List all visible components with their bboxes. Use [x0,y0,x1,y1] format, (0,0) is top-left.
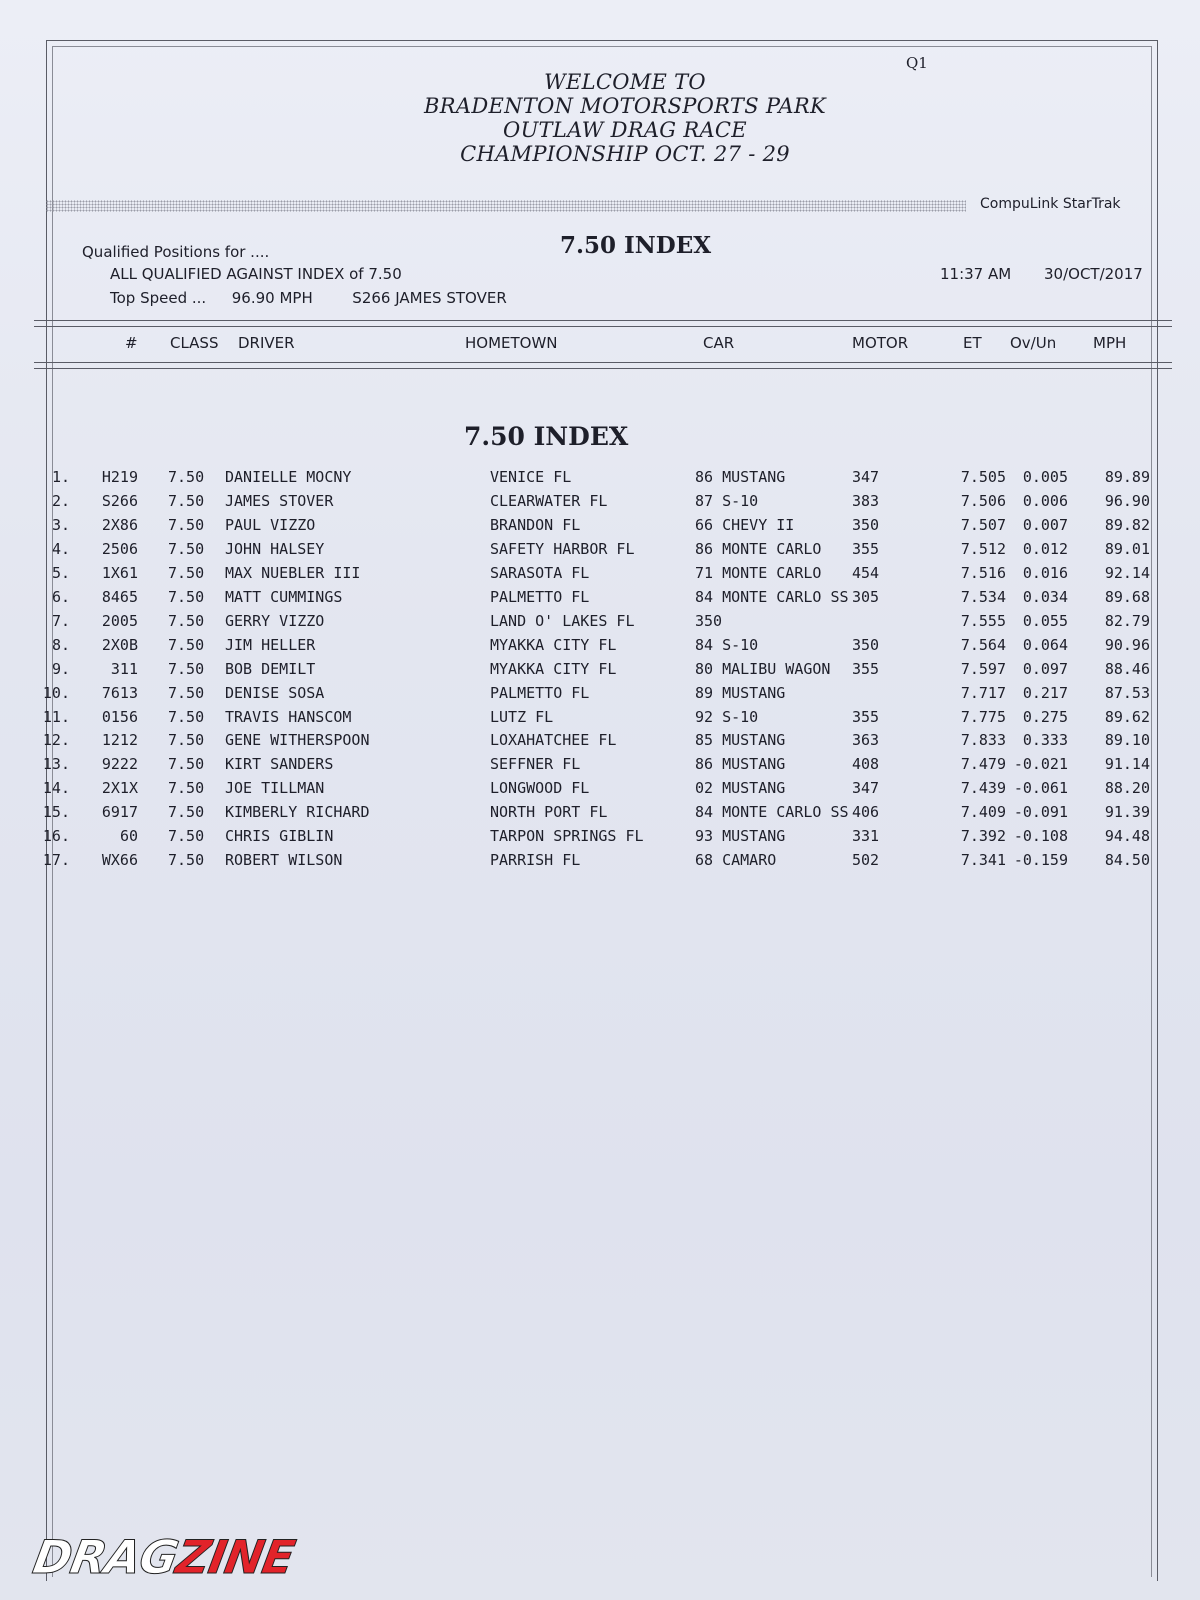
driver-name: JIM HELLER [225,635,316,654]
motor-size: 355 [852,539,880,558]
hometown: SEFFNER FL [490,755,581,774]
over-under: 0.275 [1022,707,1068,726]
driver-name: JAMES STOVER [225,491,334,510]
car-model: 86 MUSTANG [695,755,786,774]
table-row [0,636,1200,658]
over-under: 0.333 [1022,731,1068,750]
hometown: BRANDON FL [490,515,581,534]
position-number: 7. [51,611,70,630]
position-number: 16. [42,827,70,846]
table-row [0,851,1200,873]
logo-part-drag: DRAG [29,1530,182,1584]
car-number: 9222 [101,755,138,774]
qualifying-session-label: Q1 [906,54,928,72]
over-under: 0.097 [1022,659,1068,678]
col-header-et: ET [963,334,982,352]
col-header-ovun: Ov/Un [1010,334,1057,352]
over-under: 0.217 [1022,683,1068,702]
position-number: 11. [42,707,70,726]
driver-name: JOE TILLMAN [225,779,325,798]
col-header-car: CAR [703,334,735,352]
hometown: SAFETY HARBOR FL [490,539,635,558]
class-index: 7.50 [168,515,205,534]
car-model: 80 MALIBU WAGON [695,659,831,678]
speed-mph: 90.96 [1104,635,1150,654]
car-model: 84 MONTE CARLO SS [695,587,849,606]
driver-name: ROBERT WILSON [225,851,343,870]
class-index: 7.50 [168,563,205,582]
car-number: 7613 [101,683,138,702]
elapsed-time: 7.555 [960,611,1006,630]
over-under: 0.005 [1022,468,1068,486]
col-header-driver: DRIVER [238,334,295,352]
class-index: 7.50 [168,587,205,606]
elapsed-time: 7.833 [960,731,1006,750]
hometown: PALMETTO FL [490,683,590,702]
over-under: 0.012 [1022,539,1068,558]
hometown: SARASOTA FL [490,563,590,582]
table-row [0,755,1200,777]
elapsed-time: 7.534 [960,587,1006,606]
class-index: 7.50 [168,851,205,870]
car-number: S266 [101,491,138,510]
dragzine-logo [29,1530,298,1584]
table-row [0,540,1200,562]
hometown: MYAKKA CITY FL [490,659,617,678]
table-row [0,731,1200,753]
speed-mph: 89.68 [1104,587,1150,606]
over-under: -0.108 [1013,827,1068,846]
position-number: 8. [51,635,70,654]
speed-mph: 84.50 [1104,851,1150,870]
driver-name: GERRY VIZZO [225,611,325,630]
software-label: CompuLink StarTrak [980,196,1121,212]
elapsed-time: 7.392 [960,827,1006,846]
position-number: 13. [42,755,70,774]
car-model: 85 MUSTANG [695,731,786,750]
header-rule-bottom [34,362,1172,363]
driver-name: MATT CUMMINGS [225,587,343,606]
car-number: 2506 [101,539,138,558]
driver-name: PAUL VIZZO [225,515,316,534]
motor-size: 363 [852,731,880,750]
welcome-line: OUTLAW DRAG RACE [503,118,747,142]
speed-mph: 88.46 [1104,659,1150,678]
over-under: 0.064 [1022,635,1068,654]
position-number: 12. [42,731,70,750]
top-speed-label: Top Speed ... [110,289,207,307]
speed-mph: 92.14 [1104,563,1150,582]
car-number: 1X61 [101,563,138,582]
table-row [0,468,1200,490]
table-row [0,779,1200,801]
hometown: NORTH PORT FL [490,803,608,822]
header-rule-top-2 [34,326,1172,327]
hometown: PALMETTO FL [490,587,590,606]
driver-name: DENISE SOSA [225,683,325,702]
position-number: 17. [42,851,70,870]
motor-size: 347 [852,468,880,486]
hometown: CLEARWATER FL [490,491,608,510]
elapsed-time: 7.597 [960,659,1006,678]
hometown: LOXAHATCHEE FL [490,731,617,750]
logo-part-zine: ZINE [172,1530,299,1584]
car-model: 93 MUSTANG [695,827,786,846]
motor-size: 408 [852,755,880,774]
position-number: 14. [42,779,70,798]
car-number: 2X0B [101,635,138,654]
motor-size: 502 [852,851,880,870]
motor-size: 305 [852,587,880,606]
over-under: 0.055 [1022,611,1068,630]
class-index: 7.50 [168,611,205,630]
col-header-mph: MPH [1093,334,1127,352]
welcome-heading [380,70,870,166]
car-model: 84 S-10 [695,635,759,654]
elapsed-time: 7.439 [960,779,1006,798]
table-row [0,612,1200,634]
header-rule-top [34,320,1172,321]
position-number: 1. [51,468,70,486]
class-index: 7.50 [168,539,205,558]
motor-size: 454 [852,563,880,582]
motor-size: 355 [852,659,880,678]
elapsed-time: 7.775 [960,707,1006,726]
position-number: 9. [51,659,70,678]
over-under: 0.016 [1022,563,1068,582]
top-speed-value: 96.90 MPH [231,289,313,307]
top-speed-line [110,289,507,307]
car-number: 2005 [101,611,138,630]
car-model: 68 CAMARO [695,851,777,870]
elapsed-time: 7.564 [960,635,1006,654]
elapsed-time: 7.479 [960,755,1006,774]
position-number: 6. [51,587,70,606]
qualified-against: ALL QUALIFIED AGAINST INDEX of 7.50 [110,265,402,283]
dotted-separator [46,200,966,212]
car-number: 6917 [101,803,138,822]
car-model: 86 MUSTANG [695,468,786,486]
position-number: 10. [42,683,70,702]
col-header-motor: MOTOR [852,334,909,352]
over-under: -0.091 [1013,803,1068,822]
speed-mph: 82.79 [1104,611,1150,630]
over-under: 0.006 [1022,491,1068,510]
position-number: 2. [51,491,70,510]
position-number: 3. [51,515,70,534]
hometown: LUTZ FL [490,707,554,726]
driver-name: KIRT SANDERS [225,755,334,774]
speed-mph: 88.20 [1104,779,1150,798]
car-model: 66 CHEVY II [695,515,795,534]
speed-mph: 89.89 [1104,468,1150,486]
print-time: 11:37 AM [940,265,1012,283]
speed-mph: 89.10 [1104,731,1150,750]
motor-size: 350 [852,515,880,534]
table-row [0,588,1200,610]
class-index: 7.50 [168,827,205,846]
elapsed-time: 7.507 [960,515,1006,534]
elapsed-time: 7.512 [960,539,1006,558]
class-index: 7.50 [168,659,205,678]
car-model: 86 MONTE CARLO [695,539,822,558]
welcome-line: BRADENTON MOTORSPORTS PARK [424,94,826,118]
over-under: -0.061 [1013,779,1068,798]
driver-name: GENE WITHERSPOON [225,731,370,750]
index-title: 7.50 INDEX [560,232,712,259]
car-number: H219 [101,468,138,486]
hometown: PARRISH FL [490,851,581,870]
class-index: 7.50 [168,683,205,702]
speed-mph: 89.82 [1104,515,1150,534]
over-under: 0.007 [1022,515,1068,534]
elapsed-time: 7.409 [960,803,1006,822]
elapsed-time: 7.506 [960,491,1006,510]
car-model: 84 MONTE CARLO SS [695,803,849,822]
class-index: 7.50 [168,779,205,798]
car-number: WX66 [101,851,138,870]
class-index: 7.50 [168,491,205,510]
car-model: 89 MUSTANG [695,683,786,702]
over-under: -0.021 [1013,755,1068,774]
class-index: 7.50 [168,755,205,774]
motor-size: 383 [852,491,880,510]
motor-size: 406 [852,803,880,822]
class-index: 7.50 [168,707,205,726]
elapsed-time: 7.516 [960,563,1006,582]
table-row [0,803,1200,825]
over-under: -0.159 [1013,851,1068,870]
position-number: 4. [51,539,70,558]
class-index: 7.50 [168,635,205,654]
col-header-class: CLASS [170,334,219,352]
class-index: 7.50 [168,468,205,486]
col-header-num: # [125,334,138,352]
motor-size: 331 [852,827,880,846]
car-number: 311 [110,659,138,678]
driver-name: KIMBERLY RICHARD [225,803,370,822]
motor-size: 350 [852,635,880,654]
elapsed-time: 7.505 [960,468,1006,486]
table-row [0,827,1200,849]
table-row [0,564,1200,586]
car-number: 60 [119,827,138,846]
motor-size: 355 [852,707,880,726]
hometown: VENICE FL [490,468,572,486]
car-model: 02 MUSTANG [695,779,786,798]
speed-mph: 91.39 [1104,803,1150,822]
hometown: MYAKKA CITY FL [490,635,617,654]
driver-name: DANIELLE MOCNY [225,468,352,486]
driver-name: TRAVIS HANSCOM [225,707,352,726]
table-row [0,660,1200,682]
speed-mph: 91.14 [1104,755,1150,774]
car-number: 1212 [101,731,138,750]
table-row [0,492,1200,514]
car-number: 0156 [101,707,138,726]
driver-name: BOB DEMILT [225,659,316,678]
header-rule-bottom-2 [34,368,1172,369]
driver-name: MAX NUEBLER III [225,563,361,582]
qualified-label: Qualified Positions for .... [82,243,270,261]
speed-mph: 94.48 [1104,827,1150,846]
car-model: 71 MONTE CARLO [695,563,822,582]
driver-name: JOHN HALSEY [225,539,325,558]
car-number: 2X1X [101,779,138,798]
class-index: 7.50 [168,803,205,822]
position-number: 5. [51,563,70,582]
car-number: 2X86 [101,515,138,534]
hometown: LONGWOOD FL [490,779,590,798]
class-index: 7.50 [168,731,205,750]
section-title: 7.50 INDEX [464,422,629,451]
table-row [0,516,1200,538]
elapsed-time: 7.717 [960,683,1006,702]
table-row [0,684,1200,706]
hometown: LAND O' LAKES FL [490,611,635,630]
speed-mph: 87.53 [1104,683,1150,702]
table-row [0,708,1200,730]
welcome-line: WELCOME TO [544,70,706,94]
position-number: 15. [42,803,70,822]
driver-name: CHRIS GIBLIN [225,827,334,846]
hometown: TARPON SPRINGS FL [490,827,644,846]
speed-mph: 89.01 [1104,539,1150,558]
col-header-hometown: HOMETOWN [465,334,558,352]
over-under: 0.034 [1022,587,1068,606]
speed-mph: 89.62 [1104,707,1150,726]
welcome-line: CHAMPIONSHIP OCT. 27 - 29 [460,142,790,166]
top-speed-driver: S266 JAMES STOVER [352,289,507,307]
car-number: 8465 [101,587,138,606]
car-model: 87 S-10 [695,491,759,510]
motor-size: 347 [852,779,880,798]
car-model: 92 S-10 [695,707,759,726]
speed-mph: 96.90 [1104,491,1150,510]
elapsed-time: 7.341 [960,851,1006,870]
print-date: 30/OCT/2017 [1044,265,1143,283]
car-model: 350 [695,611,723,630]
